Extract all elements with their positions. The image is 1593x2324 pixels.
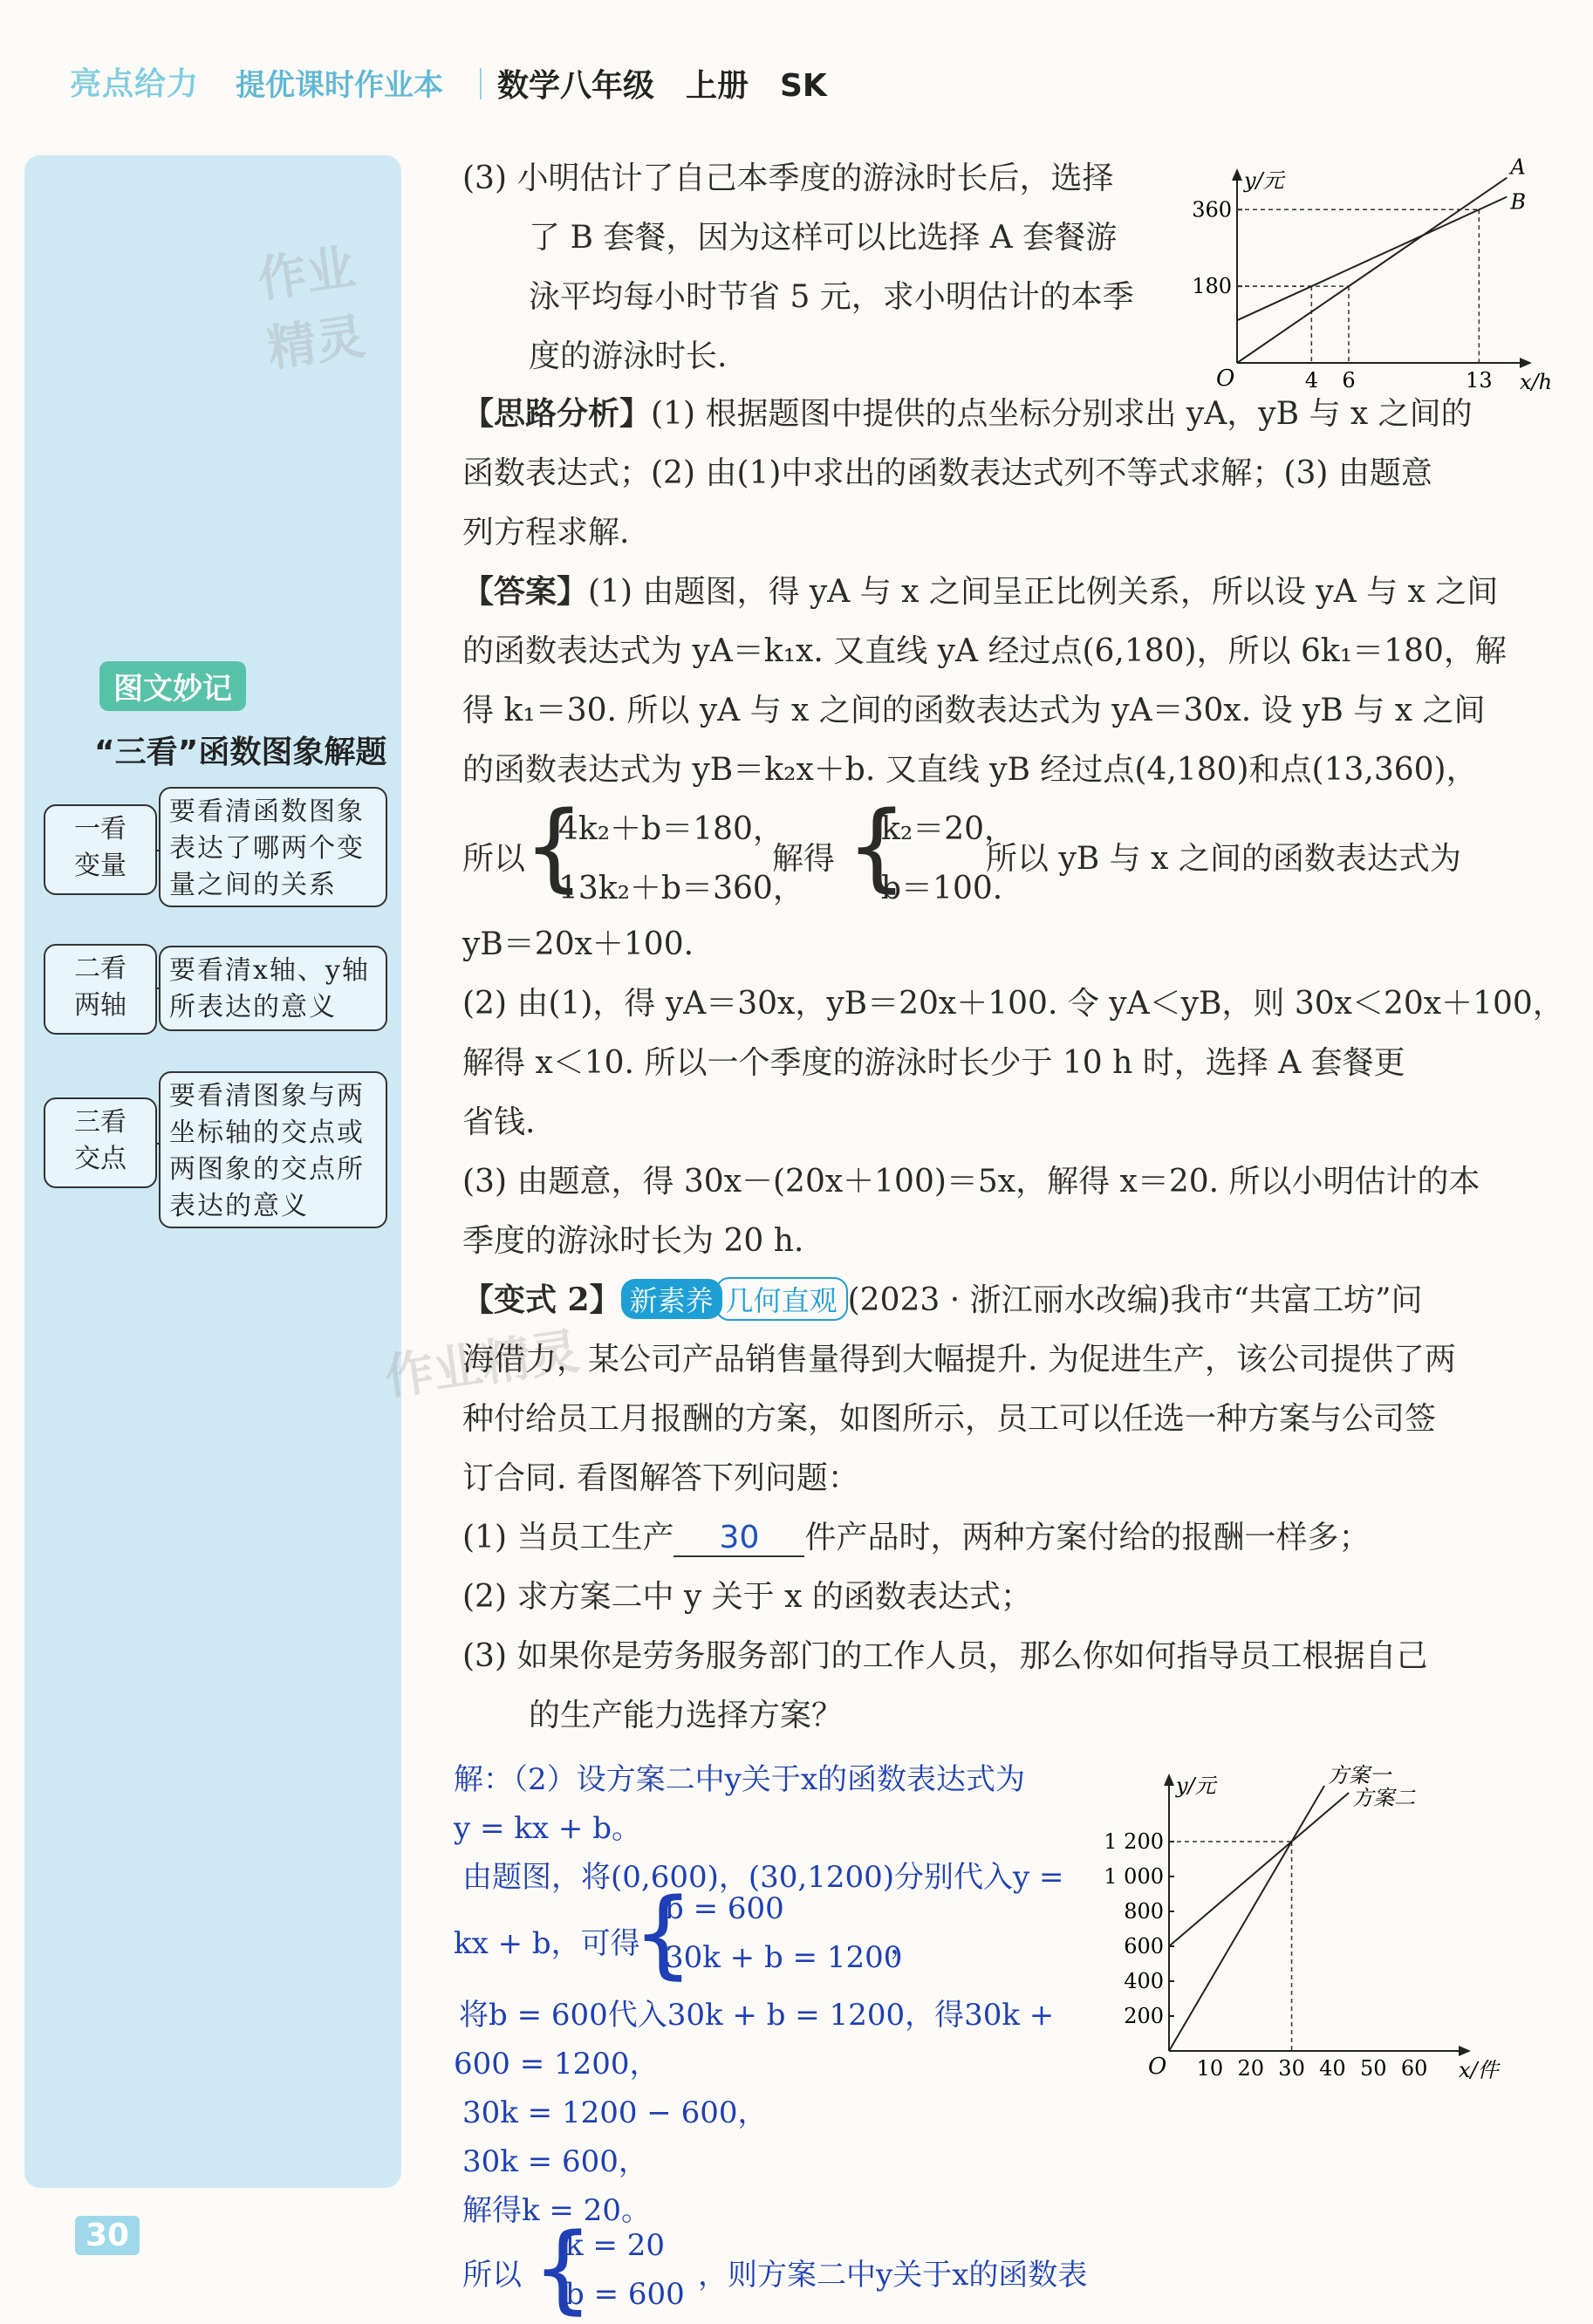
x-axis-arrow-icon bbox=[1520, 358, 1532, 368]
solution-eq: b = 600 bbox=[565, 2277, 685, 2312]
system2-eq: b＝100. bbox=[881, 871, 1003, 906]
y-axis-arrow-icon bbox=[1164, 1774, 1174, 1786]
text-line: 所表达的意义 bbox=[169, 992, 337, 1022]
label-line: 三看 bbox=[74, 1107, 126, 1138]
sidebar-title: “三看”函数图象解题 bbox=[94, 735, 387, 770]
sidebar-tag: 图文妙记 bbox=[99, 661, 246, 711]
part2-line: 解得 x＜10. 所以一个季度的游泳时长少于 10 h 时，选择 A 套餐更 bbox=[462, 1045, 1405, 1081]
x-tick-label: 20 bbox=[1237, 2056, 1264, 2081]
x-tick-label: 4 bbox=[1304, 368, 1318, 393]
variant-line: 种付给员工月报酬的方案，如图所示，员工可以任选一种方案与公司签 bbox=[462, 1401, 1437, 1437]
part3-line: 季度的游泳时长为 20 h. bbox=[462, 1223, 804, 1259]
sidebar-text-3 bbox=[159, 1071, 387, 1228]
analysis-line bbox=[462, 389, 1473, 434]
badge-geometry: 几何直观 bbox=[715, 1277, 848, 1321]
system1-eq: 4k₂＋b＝180， bbox=[558, 811, 784, 847]
x-axis-label: x/h bbox=[1520, 370, 1553, 394]
y-tick-label: 180 bbox=[1192, 274, 1232, 299]
y-tick-label: 400 bbox=[1124, 1969, 1164, 1993]
sidebar-label-3 bbox=[44, 1097, 157, 1188]
system-prefix: 所以 bbox=[462, 841, 526, 877]
solution-line: 由题图，将(0,600)，(30,1200)分别代入y = bbox=[462, 1860, 1064, 1895]
label-line: 变量 bbox=[74, 851, 126, 881]
x-tick-label: 13 bbox=[1466, 368, 1493, 393]
y-tick-label: 360 bbox=[1192, 197, 1232, 222]
sidebar-label-2 bbox=[44, 944, 157, 1035]
brand-logo: 亮点给力 bbox=[70, 66, 200, 102]
x-tick-label: 30 bbox=[1278, 2056, 1305, 2081]
text-line: 要看清函数图象 bbox=[169, 796, 365, 827]
system-mid: 解得 bbox=[772, 841, 836, 877]
text-line: 两图象的交点所 bbox=[169, 1154, 365, 1185]
variant-line: 海借力，某公司产品销售量得到大幅提升. 为促进生产，该公司提供了两 bbox=[462, 1342, 1456, 1377]
series-label: B bbox=[1510, 189, 1526, 215]
x-axis-label: x/件 bbox=[1459, 2058, 1499, 2082]
answer-line bbox=[462, 567, 1498, 612]
series-label: 方案二 bbox=[1352, 1786, 1416, 1810]
solution-line: 将b = 600代入30k + b = 1200，得30k + bbox=[459, 1998, 1055, 2033]
origin-label: O bbox=[1216, 366, 1235, 392]
brace-icon: { bbox=[632, 1877, 694, 1989]
brace-icon: { bbox=[532, 2212, 593, 2324]
x-tick-label: 10 bbox=[1196, 2056, 1224, 2081]
watermark: 作业精灵 bbox=[381, 1323, 584, 1407]
solution-line: kx + b，可得 bbox=[454, 1926, 640, 1961]
system2-eq: k₂＝20， bbox=[881, 811, 1016, 847]
system1-eq: 13k₂＋b＝360， bbox=[558, 871, 804, 906]
chart-salary-plans bbox=[1104, 1750, 1541, 2082]
analysis-text: (1) 根据题图中提供的点坐标分别求出 yA，yB 与 x 之间的 bbox=[651, 396, 1473, 432]
series-line bbox=[1169, 1786, 1324, 2051]
series-label: A bbox=[1510, 154, 1526, 180]
problem3-line: (3) 小明估计了自己本季度的游泳时长后，选择 bbox=[462, 161, 1114, 196]
series-line bbox=[1169, 1793, 1349, 1946]
series-line bbox=[1237, 197, 1507, 321]
x-axis-arrow-icon bbox=[1459, 2046, 1471, 2056]
label-line: 交点 bbox=[74, 1144, 126, 1174]
label-line: 二看 bbox=[74, 954, 126, 984]
sidebar-panel bbox=[24, 155, 401, 2188]
page-header bbox=[0, 0, 1593, 148]
origin-label: O bbox=[1148, 2054, 1167, 2080]
x-tick-label: 60 bbox=[1400, 2056, 1428, 2081]
solution-eq: k = 20 bbox=[565, 2228, 665, 2263]
question-1 bbox=[462, 1513, 1370, 1557]
system-suffix: 所以 yB 与 x 之间的函数表达式为 bbox=[986, 841, 1461, 877]
badge-new-literacy: 新素养 bbox=[621, 1279, 722, 1319]
y-tick-label: 1 000 bbox=[1104, 1864, 1164, 1889]
variant-source: (2023 · 浙江丽水改编)我市“共富工坊”问 bbox=[847, 1282, 1423, 1318]
header-divider bbox=[480, 68, 482, 99]
subject-title: 数学八年级 上册 SK bbox=[497, 68, 827, 104]
y-axis-label: y/元 bbox=[1176, 1774, 1216, 1798]
x-tick-label: 6 bbox=[1342, 368, 1356, 393]
solution-line: ，则方案二中y关于x的函数表 bbox=[698, 2258, 1088, 2293]
q1-before: (1) 当员工生产 bbox=[462, 1520, 674, 1555]
variant-line: 订合同. 看图解答下列问题： bbox=[462, 1460, 859, 1496]
part3-line: (3) 由题意，得 30x－(20x＋100)＝5x，解得 x＝20. 所以小明估计的本 bbox=[462, 1164, 1480, 1200]
question-2: (2) 求方案二中 y 关于 x 的函数表达式； bbox=[462, 1579, 1032, 1615]
problem3-line: 泳平均每小时节省 5 元，求小明估计的本季 bbox=[529, 279, 1134, 315]
solution-eq: 30k + b = 1200 bbox=[665, 1940, 903, 1975]
variant-label: 【变式 2】 bbox=[462, 1282, 621, 1318]
y-tick-label: 200 bbox=[1124, 2004, 1164, 2028]
answer-label: 【答案】 bbox=[462, 573, 589, 610]
analysis-line: 函数表达式；(2) 由(1)中求出的函数表达式列不等式求解；(3) 由题意 bbox=[462, 455, 1432, 491]
chart-pool-packages bbox=[1192, 154, 1553, 394]
solution-line: 解：（2）设方案二中y关于x的函数表达式为 bbox=[454, 1762, 1026, 1797]
page-number: 30 bbox=[75, 2216, 140, 2255]
series-line bbox=[1237, 178, 1507, 363]
sidebar-text-1 bbox=[159, 787, 387, 907]
solution-line: 解得k = 20。 bbox=[462, 2193, 651, 2228]
part2-line: 省钱. bbox=[462, 1104, 536, 1140]
series-label: 方案一 bbox=[1328, 1763, 1391, 1787]
answer-result: yB＝20x＋100. bbox=[462, 926, 694, 962]
label-line: 一看 bbox=[74, 814, 126, 844]
answer-line: 得 k₁＝30. 所以 yA 与 x 之间的函数表达式为 yA＝30x. 设 yB 与 x 之间 bbox=[462, 693, 1486, 728]
answer-line: 的函数表达式为 yB＝k₂x＋b. 又直线 yB 经过点(4,180)和点(13,360)， bbox=[462, 752, 1478, 788]
watermark: 作业精灵 bbox=[254, 239, 369, 379]
y-axis-label: y/元 bbox=[1244, 168, 1284, 193]
part2-line: (2) 由(1)，得 yA＝30x，yB＝20x＋100. 令 yA＜yB，则 30x＜20x＋100， bbox=[462, 986, 1564, 1022]
analysis-line: 列方程求解. bbox=[462, 515, 630, 550]
solution-eq: b = 600 bbox=[665, 1891, 784, 1926]
answer-text: (1) 由题图，得 yA 与 x 之间呈正比例关系，所以设 yA 与 x 之间 bbox=[588, 574, 1499, 610]
text-line: 要看清图象与两 bbox=[169, 1081, 365, 1111]
problem3-line: 度的游泳时长. bbox=[529, 338, 728, 374]
variant-header bbox=[462, 1275, 1422, 1321]
y-tick-label: 1 200 bbox=[1104, 1829, 1164, 1854]
text-line: 坐标轴的交点或 bbox=[169, 1118, 365, 1148]
solution-line: y = kx + b。 bbox=[454, 1811, 641, 1846]
y-tick-label: 600 bbox=[1124, 1934, 1164, 1958]
label-line: 两轴 bbox=[74, 990, 126, 1021]
x-tick-label: 50 bbox=[1360, 2056, 1387, 2081]
x-tick-label: 40 bbox=[1319, 2056, 1346, 2081]
text-line: 量之间的关系 bbox=[169, 870, 337, 900]
y-tick-label: 800 bbox=[1124, 1899, 1164, 1924]
analysis-label: 【思路分析】 bbox=[462, 395, 652, 432]
question-3: 的生产能力选择方案？ bbox=[529, 1698, 844, 1733]
solution-comma: ， bbox=[890, 1926, 920, 1961]
text-line: 表达的意义 bbox=[169, 1191, 309, 1221]
series-title: 提优课时作业本 bbox=[236, 68, 443, 103]
answer-blank[interactable]: 30 bbox=[673, 1520, 804, 1557]
solution-line: 所以 bbox=[462, 2258, 522, 2293]
problem3-line: 了 B 套餐，因为这样可以比选择 A 套餐游 bbox=[529, 220, 1118, 256]
brace-icon: { bbox=[846, 790, 907, 902]
sidebar-text-2 bbox=[159, 946, 387, 1031]
brace-icon: { bbox=[523, 790, 585, 902]
y-axis-arrow-icon bbox=[1232, 168, 1242, 181]
text-line: 要看清x轴、y轴 bbox=[169, 955, 370, 986]
sidebar-label-1 bbox=[44, 804, 157, 895]
answer-line: 的函数表达式为 yA＝k₁x. 又直线 yA 经过点(6,180)，所以 6k₁＝180，解 bbox=[462, 633, 1507, 669]
q1-after: 件产品时，两种方案付给的报酬一样多； bbox=[804, 1520, 1371, 1555]
solution-line: 30k = 600， bbox=[462, 2144, 648, 2179]
solution-line: 600 = 1200， bbox=[454, 2047, 660, 2081]
text-line: 表达了哪两个变 bbox=[169, 833, 365, 864]
question-3: (3) 如果你是劳务服务部门的工作人员，那么你如何指导员工根据自己 bbox=[462, 1638, 1428, 1674]
solution-line: 30k = 1200 − 600， bbox=[462, 2095, 768, 2130]
